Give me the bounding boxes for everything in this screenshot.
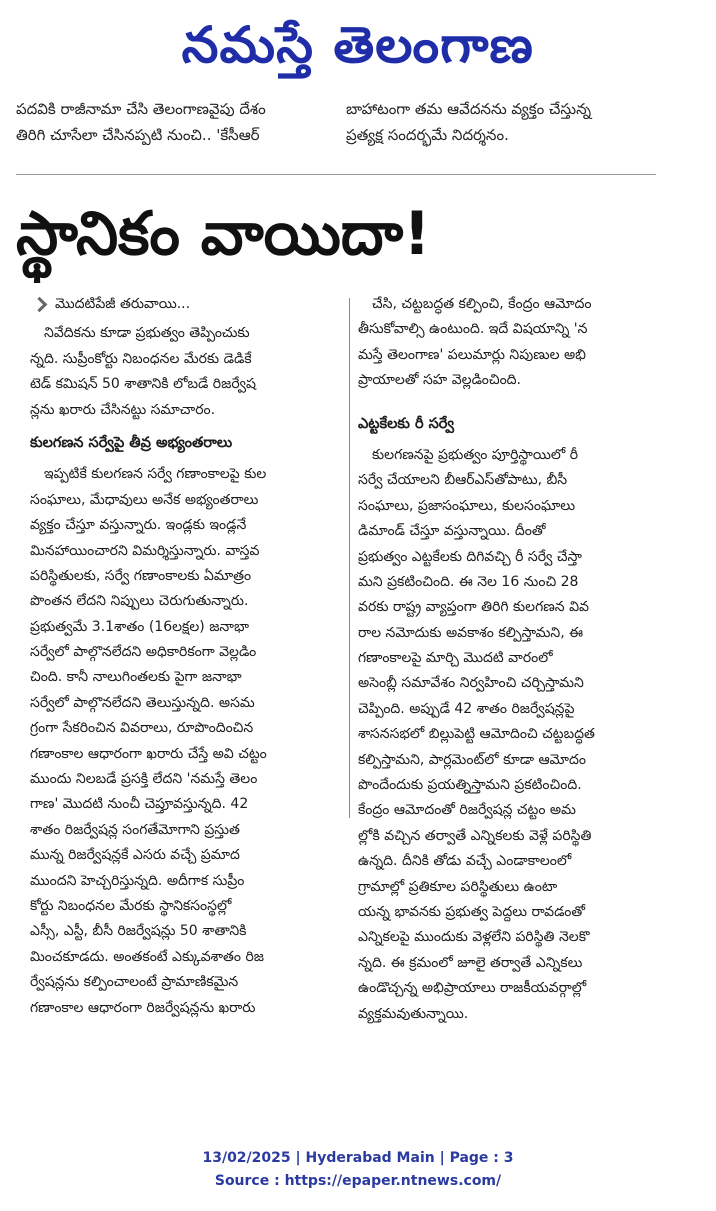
paragraph (30, 462, 340, 1021)
paragraph (30, 321, 340, 423)
text-line: సర్వే చేయాలని బీఆర్‌ఎస్‌తోపాటు, బీసీ (358, 472, 568, 489)
text-line: కోర్టు నిబంధనల మేరకు స్థానికసంస్థల్లో (30, 897, 232, 914)
text-line: పొంతన లేదని నిప్పులు చెరుగుతున్నారు. (30, 593, 249, 610)
text-line: చెప్పింది. అప్పుడే 42 శాతం రిజర్వేషన్లపై (358, 700, 575, 717)
teaser-right (346, 96, 664, 148)
text-line: కేంద్రం ఆమోదంతో రిజర్వేషన్ల చట్టం అమ (358, 802, 576, 819)
text-line: న్లను ఖరారు చేసినట్టు సమాచారం. (30, 401, 216, 418)
chevron-right-icon (32, 297, 48, 313)
headline: స్థానికం వాయిదా! (16, 199, 431, 269)
text-line: మున్న రిజర్వేషన్లకే ఎసరు వచ్చే ప్రమాద (30, 847, 240, 864)
text-line: ఎన్నికలపై ముందుకు వెళ్లలేని పరిస్థితి నెలకొ (358, 929, 590, 946)
article-column-left (30, 292, 340, 1021)
masthead (0, 6, 716, 84)
text-line: ముందు నిలబడే ప్రసక్తి లేదని 'నమస్తే తెలం (30, 771, 258, 788)
footer-edition-info: 13/02/2025 | Hyderabad Main | Page : 3 (202, 1150, 514, 1166)
text-line: సంఘాలు, మేధావులు అనేక అభ్యంతరాలు (30, 491, 259, 508)
text-line: ఉన్నది. దీనికి తోడు వచ్చే ఎండాకాలంలో (358, 853, 572, 870)
paragraph (358, 292, 668, 394)
text-line: వరకు రాష్ట్ర వ్యాప్తంగా తిరిగి కులగణన వివ (358, 599, 589, 616)
text-line: ర్వేషన్లను కల్పించాలంటే ప్రామాణికమైన (30, 974, 239, 991)
text-line: గ్రంగా సేకరించిన వివరాలు, రూపొందించిన (30, 720, 254, 737)
text-line: న్నది. ఈ క్రమంలో జూలై తర్వాతే ఎన్నికలు (358, 954, 583, 971)
text-line: ఎస్సీ, ఎస్టీ, బీసీ రిజర్వేషన్లు 50 శాతానికి (30, 923, 247, 940)
text-line: మించకూడదు. అంతకంటే ఎక్కువశాతం రిజ (30, 948, 264, 965)
text-line: రాల నమోదుకు అవకాశం కల్పిస్తామని, ఈ (358, 624, 584, 641)
column-divider (349, 298, 350, 818)
footer-source[interactable]: Source : https://epaper.ntnews.com/ (214, 1173, 502, 1189)
text-line: గణాంకాల ఆధారంగా రిజర్వేషన్లను ఖరారు (30, 999, 256, 1016)
text-line: పొందేందుకు ప్రయత్నిస్తామని ప్రకటించింది. (358, 777, 582, 794)
subheading: ఎట్టకేలకు రీ సర్వే (358, 415, 455, 432)
text-line: గణాంకాల ఆధారంగా ఖరారు చేస్తే అవి చట్టం (30, 745, 267, 762)
continuation-note (30, 292, 340, 317)
text-line: శాసనసభలో బిల్లుపెట్టి ఆమోదించి చట్టబద్ధత (358, 726, 595, 743)
text-line: ముందని హెచ్చరిస్తున్నది. అదీగాక సుప్రీం (30, 872, 245, 889)
paragraph (358, 443, 668, 1027)
text-line: అసెంబ్లీ సమావేశం నిర్వహించి చర్చిస్తామని (358, 675, 584, 692)
text-line: ఉండొచ్చన్న అభిప్రాయాలు రాజకీయవర్గాల్లో (358, 980, 587, 997)
text-line: ప్రాయాలతో సహ వెల్లడించింది. (358, 372, 521, 389)
text-line: మని ప్రకటించింది. ఈ నెల 16 నుంచి 28 (358, 573, 579, 590)
text-line: గ్రామాల్లో ప్రతికూల పరిస్థితులు ఉంటా (358, 878, 558, 895)
text-line: టెడ్ కమిషన్ 50 శాతానికి లోబడే రిజర్వేష (30, 376, 257, 393)
teaser-line: పదవికి రాజీనామా చేసి తెలంగాణవైపు దేశం (16, 100, 266, 118)
text-line: చింది. కానీ నాలుగింతలకు పైగా జనాభా (30, 669, 242, 686)
text-line: డిమాండ్ చేస్తూ వస్తున్నాయి. దీంతో (358, 523, 546, 540)
subheading: కులగణన సర్వేపై తీవ్ర అభ్యంతరాలు (30, 434, 233, 451)
text-line: సంఘాలు, ప్రజాసంఘాలు, కులసంఘాలు (358, 497, 576, 514)
text-line: ప్రభుత్వమే 3.1శాతం (16లక్షల) జనాభా (30, 618, 249, 635)
masthead-title: నమస్తే తెలంగాణ (181, 16, 535, 74)
text-line: ల్లోకి వచ్చిన తర్వాతే ఎన్నికలకు వెళ్లే పరిస్థితి (358, 827, 592, 844)
teaser-left (16, 96, 334, 148)
text-line: సర్వేలో పాల్గొనలేదని అధికారికంగా వెల్లడిం (30, 644, 257, 661)
continuation-text: మొదటిపేజీ తరువాయి... (55, 296, 191, 312)
teaser-line: తిరిగి చూసేలా చేసినప్పటి నుంచి.. 'కేసీఆర్ (16, 126, 260, 144)
text-line: నివేదికను కూడా ప్రభుత్వం తెప్పించుకు (44, 325, 250, 342)
text-line: శాతం రిజర్వేషన్ల సంగతేమోగాని ప్రస్తుత (30, 821, 240, 838)
text-line: వ్యక్తం చేస్తూ వస్తున్నారు. ఇండ్లకు ఇండ్లనే (30, 517, 247, 534)
teaser-line: ప్రత్యక్ష సందర్భమే నిదర్శనం. (346, 126, 509, 144)
text-line: కల్పిస్తామని, పార్లమెంట్‌లో కూడా ఆమోదం (358, 751, 586, 768)
text-line: సర్వేలో పాల్గొనలేదని తెలుస్తున్నది. అసమ (30, 694, 255, 711)
article-column-right (358, 292, 668, 1027)
text-line: వ్యక్తమవుతున్నాయి. (358, 1005, 469, 1022)
text-line: చేసి, చట్టబద్ధత కల్పించి, కేంద్రం ఆమోదం (372, 296, 592, 312)
text-line: మస్తే తెలంగాణ' పలుమార్లు నిపుణుల అభి (358, 346, 586, 363)
text-line: తీసుకోవాల్సి ఉంటుంది. ఇదే విషయాన్ని 'న (358, 321, 588, 338)
text-line: ఇప్పటికే కులగణన సర్వే గణాంకాలపై కుల (44, 466, 267, 483)
text-line: గణాంకాలపై మార్చి మొదటి వారంలో (358, 650, 553, 667)
text-line: మినహాయించారని విమర్శిస్తున్నారు. వాస్తవ (30, 542, 260, 559)
text-line: యన్న భావనకు ప్రభుత్వ పెద్దలు రావడంతో (358, 903, 585, 920)
text-line: పరిస్థితులకు, సర్వే గణాంకాలకు ఏమాత్రం (30, 567, 252, 584)
teaser-line: బాహాటంగా తమ ఆవేదనను వ్యక్తం చేస్తున్న (346, 100, 592, 118)
text-line: గాణ' మొదటి నుంచీ చెప్తూవస్తున్నది. 42 (30, 796, 249, 813)
text-line: ప్రభుత్వం ఎట్టకేలకు దిగివచ్చి రీ సర్వే చేస్తా (358, 548, 582, 565)
text-line: న్నది. సుప్రీంకోర్టు నిబంధనల మేరకు డెడికే (30, 350, 252, 367)
text-line: కులగణనపై ప్రభుత్వం పూర్తిస్థాయిలో రీ (372, 446, 579, 463)
section-divider (16, 174, 656, 175)
